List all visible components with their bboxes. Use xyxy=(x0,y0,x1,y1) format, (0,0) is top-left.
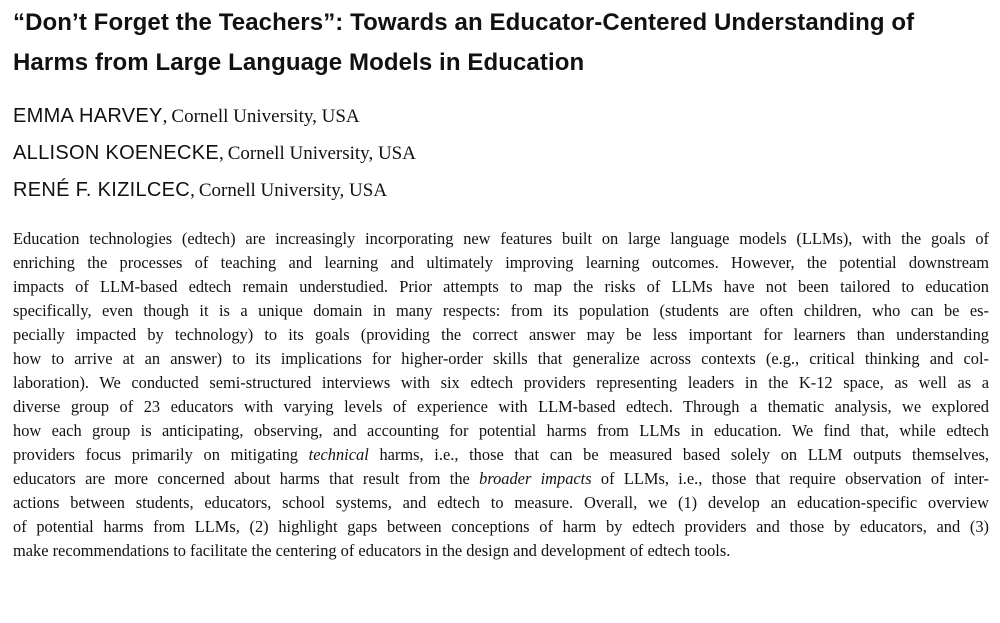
paper-page xyxy=(13,0,989,563)
author-entry xyxy=(13,172,989,209)
abstract-line: how each group is anticipating, observing, and accounting for potential harms from LLMs in education. We find that, while edtech xyxy=(13,421,989,440)
abstract-line: make recommendations to facilitate the centering of educators in the design and development of edtech tools. xyxy=(13,541,731,560)
abstract-line xyxy=(13,467,989,491)
abstract-emphasis: technical xyxy=(308,445,369,464)
author-name: ALLISON KOENECKE xyxy=(13,142,219,164)
abstract-line: enriching the processes of teaching and learning and ultimately improving learning outcomes. However, the potential downstream xyxy=(13,253,989,272)
paper-title-line-2: Harms from Large Language Models in Education xyxy=(13,49,585,76)
author-list xyxy=(13,98,989,209)
author-name: EMMA HARVEY xyxy=(13,105,163,127)
abstract-line: of potential harms from LLMs, (2) highlight gaps between conceptions of harm by edtech providers and those by educators, and (3) xyxy=(13,517,989,536)
abstract-text: of LLMs, i.e., those that require observation of inter- xyxy=(591,469,990,488)
author-separator: , xyxy=(218,143,224,164)
author-affiliation: Cornell University, USA xyxy=(171,106,360,127)
abstract-line xyxy=(13,443,989,467)
author-affiliation: Cornell University, USA xyxy=(198,180,388,201)
abstract-line: specifically, even though it is a unique domain in many respects: from its population (students are often children, who can be es- xyxy=(13,301,989,320)
abstract-line: impacts of LLM-based edtech remain understudied. Prior attempts to map the risks of LLMs have not been tailored to education xyxy=(13,277,989,296)
author-name: RENÉ F. KIZILCEC xyxy=(13,179,191,201)
author-entry xyxy=(13,98,989,135)
abstract-emphasis: broader impacts xyxy=(479,469,592,488)
abstract-text: providers focus primarily on mitigating xyxy=(13,445,309,464)
abstract-line: actions between students, educators, school systems, and edtech to measure. Overall, we (1) develop an education-specific overview xyxy=(13,493,989,512)
paper-title-line-1: “Don’t Forget the Teachers”: Towards an Educator-Centered Understanding of xyxy=(13,9,915,36)
author-separator: , xyxy=(190,180,195,201)
abstract-line: diverse group of 23 educators with varying levels of experience with LLM-based edtech. Through a thematic analysis, we explored xyxy=(13,397,989,416)
abstract xyxy=(13,227,989,563)
author-entry xyxy=(13,135,989,172)
abstract-text: harms, i.e., those that can be measured based solely on LLM outputs themselves, xyxy=(368,445,989,464)
abstract-line: pecially impacted by technology) to its goals (providing the correct answer may be less important for learners than understanding xyxy=(13,325,989,344)
abstract-line: how to arrive at an answer) to its implications for higher-order skills that generalize across contexts (e.g., critical thinking and col- xyxy=(13,349,989,368)
abstract-line: Education technologies (edtech) are increasingly incorporating new features built on large language models (LLMs), with the goals of xyxy=(13,229,989,248)
author-affiliation: Cornell University, USA xyxy=(227,143,416,164)
abstract-line: laboration). We conducted semi-structured interviews with six edtech providers representing leaders in the K-12 space, as well as a xyxy=(13,373,989,392)
abstract-text: educators are more concerned about harms that result from the xyxy=(13,469,480,488)
author-separator: , xyxy=(162,106,168,127)
paper-title xyxy=(13,3,989,83)
